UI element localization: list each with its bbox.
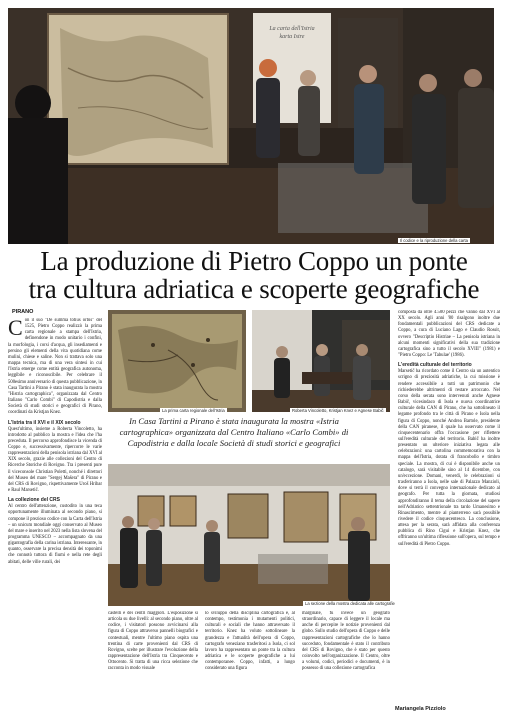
- article-column-2: castelli e dei centri maggiori. L'esposizione si articola su due livelli: al secondo piano, oltre al codice, i visitatori possono avvicinarsi alla figura di Coppo attraverso pannelli biografici e contestuali, mentre l'ultimo piano ospita una trentina di carte provenienti dal CRS di Rovigno, scelte per illustrare l'evoluzione della rappresentazione dell'Istria tra Cinquecento e Ottocento. Si tratta di una ricca selezione che racconta in modo visuale: [108, 611, 198, 672]
- exhibition-photo-caption: La sezione della mostra dedicata alle cartografie: [305, 601, 395, 606]
- author-signature: Mariangela Pizziolo: [395, 706, 446, 712]
- dropcap: C: [8, 318, 23, 340]
- article-column-4: marginale, fu invece un geografo straordinario, capace di leggere il locale ma anche di percepire le notizie provenienti dal globo. Sullo studio dell'opera di Coppo e delle rappresentazioni cartografiche che lo hanno succeduto, fondamentale è stato il contributo del CRS di Rovigno, che è stato per questo coinvolto nell'organizzazione. Il Centro, oltre a volumi, codici, periodici e documenti, è in possesso di una collezione cartografica: [302, 611, 390, 672]
- top-photo-caption: Il codice e la riproduzione della carta: [400, 238, 468, 243]
- article-column-3: lo sviluppo della disciplina cartografica e, al contempo, testimonia i mutamenti politici, culturali e sociali che hanno attraversato il territorio. Knez ha voluto sottolineare la grandezza e l'attualità dell'opera di Coppo, cartografo veneziano trasferitosi a Isola, ci sol lavoro ha rappresentato un ponte tra la cultura adriatica e le scoperte geografiche a lui contemporanee. Coppo, infatti, a lungo considerato una figura: [205, 611, 295, 672]
- speakers-photo-caption: Roberta Vincoletto, Kristjan Knez e Agnese Babič: [292, 408, 384, 413]
- pull-quote: In Casa Tartini a Pirano è stata inaugurata la mostra «Istria cartographica» organizzata dal Centro Italiano «Carlo Combi» di Capodistria e dalla locale Società di studi storici e geografici: [119, 416, 349, 448]
- paragraph-heritage: Marsetič ha ricordato come il Centro sia un autentico scrigno di preziosità adriatiche, la cui missione è rendere accessibile a tutti un patrimonio che richiederebbe altrimenti di restare arroccato. Nel corso della serata sono intervenuti anche Agnese Babič, vicesindaco di Isola e nuova coordinatrice culturale della CAN di Pirano, che ha sottolineato il legame profondo tra le città di Pirano e Isola nella figura di Coppo, nonché Andrea Bartole, presidente della CAN piranese, il quale ha osservato come il cinquecentenario offra l'occasione per riflettere sull'eredità culturale del territorio. Babič ha inoltre presentato un ulteriore iniziativa legata alle celebrazioni: una cartolina commemorativa con la mappa dell'Istria, dotata di francobollo e timbro speciale. La mostra, di cui è disponibile anche un catalogo, sarà visitabile sino al 14 dicembre, con un'eccezione. Domani, venerdì, le celebrazioni si trasferiranno a Isola, nelle sale di Palazzo Manzioli, dove si terrà il convegno internazionale dedicato al geografo. Per tutta la giornata, studiosi approfondiranno il tema della circolazione del sapere nell'Adriatico settentrionale tra tardo Umanesimo e Rinascimento, mentre al pianterreno sarà possibile rivedere il codice cinquecentesco. La conclusione, attesa per la serata, sarà affidata alla conferenza pubblica di Rino Cigui e Kristjan Knez, che offriranno un'ultima riflessione sull'opera, sul tempo e sull'eredità di Pietro Coppo.: [398, 369, 500, 547]
- headline-line-2: tra cultura adriatica e scoperte geografiche: [28, 274, 480, 304]
- headline-line-1: La produzione di Pietro Coppo un ponte: [40, 246, 468, 276]
- paragraph-crs-collection: composta da oltre 4.500 pezzi che vanno dal XVI al XX secolo. Agli anni '80 risalgono inoltre due fondamentali pubblicazioni del CRS dedicate a Coppo, a cura di Luciano Lago e Claudio Rossit, ovvero "Descriptio Histriae – La penisola istriana in alcuni momenti significativi della sua tradizione cartografica sino a tutto il secolo XVIII" (1981) e "Pietro Coppo: Le 'Tabulae' (1986).: [398, 310, 500, 359]
- location-kicker: PIRANO: [12, 309, 34, 315]
- map-panel-title: La carta dell'Istria: [269, 26, 315, 32]
- paragraph-intro: on il suo "De summa totius orbis" del 1525, Pietro Coppo realizzò la prima carta regionale a stampa dell'Istria, definendone in modo unitario i confini, la morfologia, i corsi d'acqua, gli insediamenti e persino gli elementi della vita quotidiana come mulini, chiese e saline. Non si trattava solo una mappa tecnica, ma di una vera sintesi in cui l'Istria emerge come entità geografica autonoma, leggibile e riconoscibile. Per celebrare il 500esimo anniversario di questa pubblicazione, in Casa Tartini a Pirano è stata inaugurata la mostra "Histria cartographica", organizzata dal Centro Italiano "Carlo Combi" di Capodistria e dalla Società di studi storici e geografici di Pirano, coordinati da Kristjan Knez.: [8, 318, 102, 416]
- article-column-5: [398, 310, 500, 704]
- map-panel-subtitle: karta Istre: [279, 34, 305, 40]
- map-photo-caption: La prima carta regionale dell'Istria: [162, 408, 225, 413]
- subheading-heritage: L'eredità culturale del territorio: [398, 362, 472, 369]
- subheading-istria: L'Istria tra il XVI e il XIX secolo: [8, 419, 81, 426]
- subheading-collection: La collezione del CRS: [8, 497, 60, 504]
- exhibition-photo: [108, 464, 390, 606]
- speakers-photo: [252, 310, 390, 412]
- paragraph-exhibition: Quest'ultimo, insieme a Roberta Vincoletto, ha introdotto al pubblico la mostra e l'idea che l'ha preceduta. Il percorso approfondisce la vicenda di Coppo e, successivamente, ripercorre le varie rappresentazioni della penisola istriana dal XVI al XIX secolo, grazie alle collezioni del Centro di Ricerche Storiche di Rovigno. Tra i presenti pure il viceconsole Christian Poletti, nonché i direttori del Museo del mare "Sergej Mašera" di Pirano e del CRS di Rovigno, rispettivamente Uroš Hribar e Raul Marsetič.: [8, 426, 102, 494]
- top-photo: [8, 8, 494, 244]
- article-column-1: [8, 318, 102, 718]
- istria-map-photo: [108, 310, 246, 412]
- paragraph-collection: Al centro dell'attenzione, custodito in una teca opportunamente illuminata al secondo piano, si compone il prezioso codice con la Carta dell'Istria – un unicum mondiale oggi conservato al Museo del mare e inserito nel 2023 nella lista slovena del programma UNESCO – accompagnato da una gigantografia della carina istriana. Interessante, in quanto, osservare la precisa densità dei toponimi che connotò tuttora di fiumi e nella rete degli abitati, delle ville rurali, dei: [8, 504, 102, 565]
